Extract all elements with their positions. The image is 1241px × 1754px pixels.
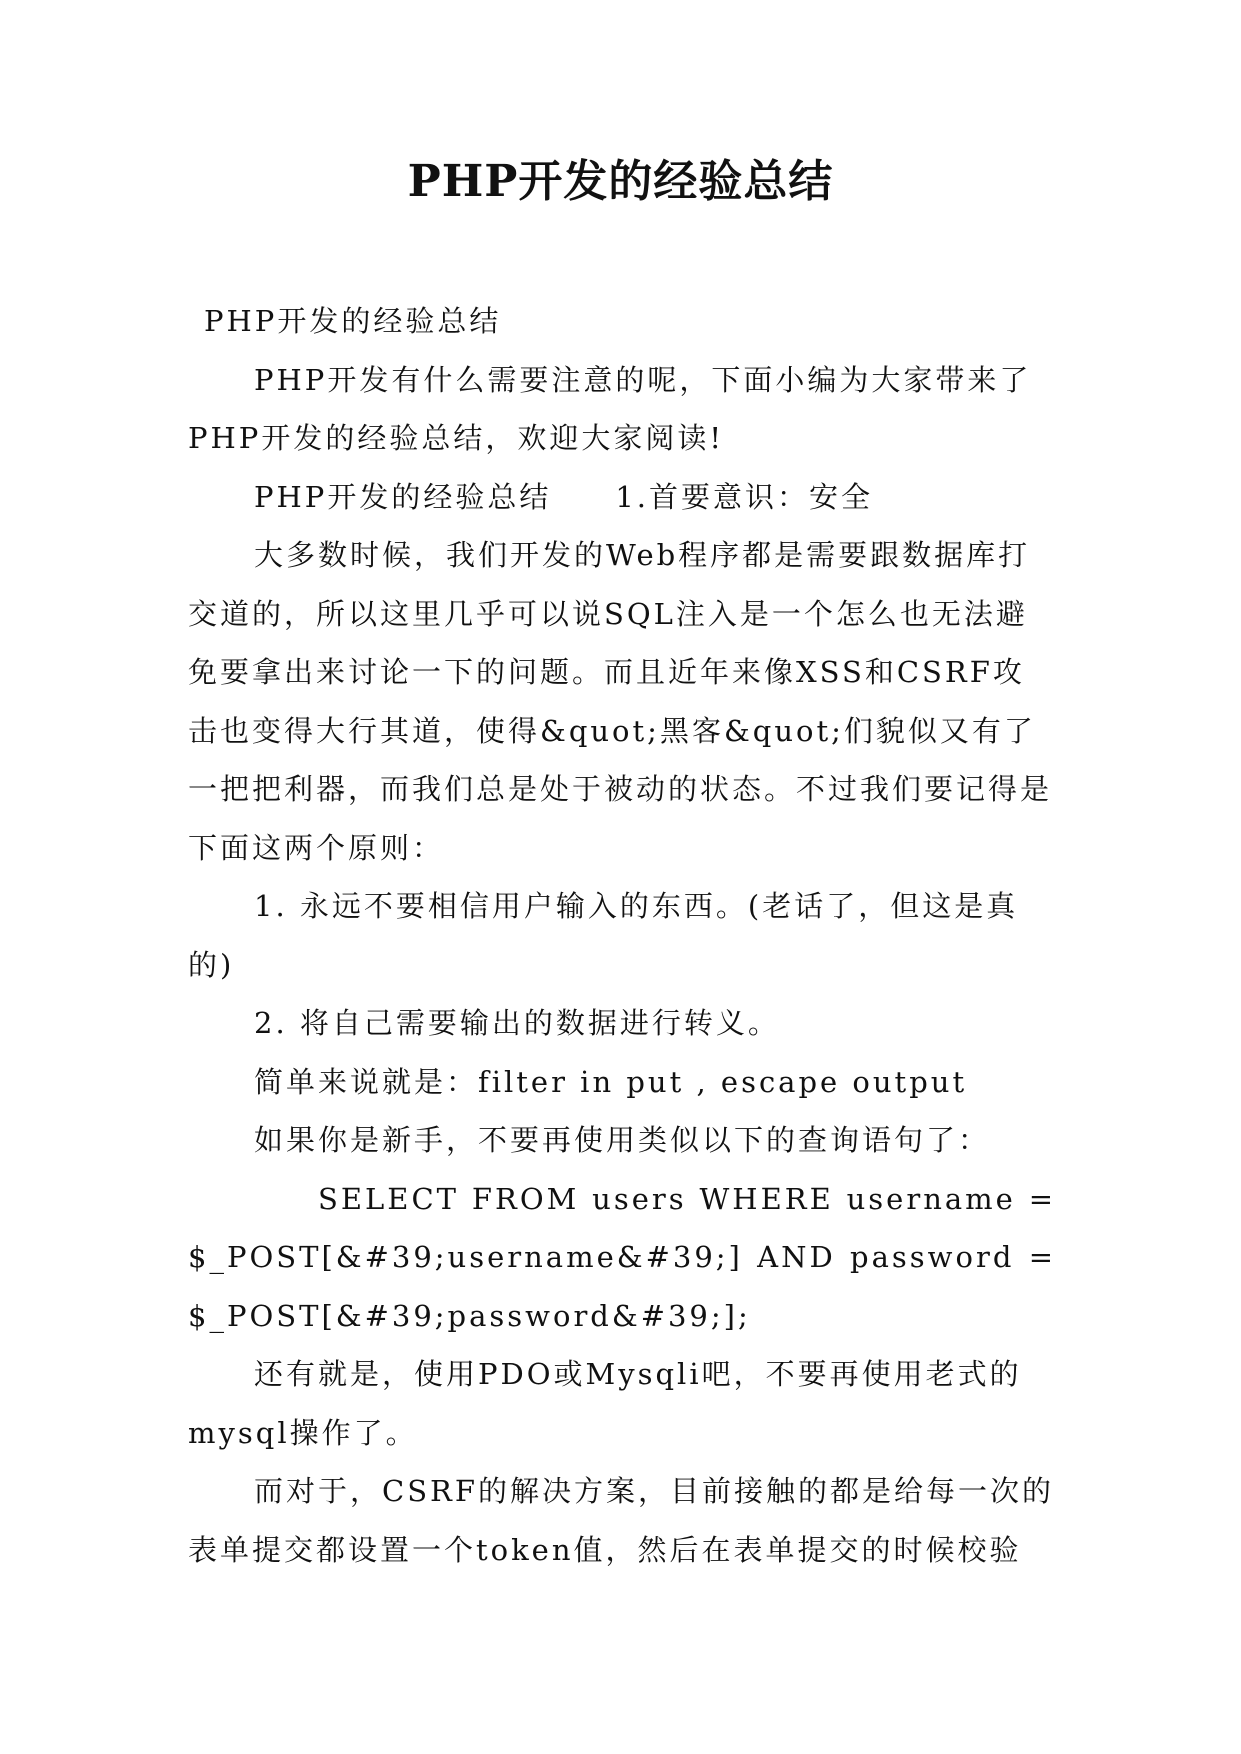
section-prefix: PHP开发的经验总结: [254, 479, 552, 514]
paragraph-csrf: 而对于，CSRF的解决方案，目前接触的都是给每一次的表单提交都设置一个token值，然后在表单提交的时候校验: [188, 1474, 1055, 1567]
code-line-1: SELECT FROM users WHERE username =: [318, 1181, 1056, 1216]
paragraph-pdo: 还有就是，使用PDO或Mysqli吧，不要再使用老式的mysql操作了。: [188, 1357, 1022, 1450]
paragraph-section: [188, 468, 1056, 527]
section-title: 1.首要意识：安全: [615, 479, 873, 514]
paragraph-heading: PHP开发的经验总结: [204, 304, 502, 338]
document-title: PHP开发的经验总结: [407, 156, 834, 207]
document-body: [188, 292, 1056, 1579]
paragraph-newbie: 如果你是新手，不要再使用类似以下的查询语句了：: [254, 1123, 991, 1157]
paragraph-summary: 简单来说就是：filter in put , escape output: [254, 1064, 968, 1099]
paragraph-intro: PHP开发有什么需要注意的呢，下面小编为大家带来了PHP开发的经验总结，欢迎大家阅读!: [188, 362, 1032, 455]
paragraph-rule-1: 1. 永远不要相信用户输入的东西。(老话了，但这是真的): [188, 889, 1019, 982]
code-line-2: $_POST[&#39;username&#39;] AND password =: [188, 1240, 1056, 1274]
paragraph-security: 大多数时候，我们开发的Web程序都是需要跟数据库打交道的，所以这里几乎可以说SQL注入是一个怎么也无法避免要拿出来讨论一下的问题。而且近年来像XSS和CSRF攻击也变得大行其道，使得&quot;黑客&quot;们貌似又有了一把把利器，而我们总是处于被动的状态。不过我们要记得是下面这两个原则：: [188, 538, 1053, 865]
paragraph-rule-2: 2. 将自己需要输出的数据进行转义。: [254, 1006, 780, 1040]
code-line-3: $_POST[&#39;password&#39;];: [188, 1298, 751, 1333]
